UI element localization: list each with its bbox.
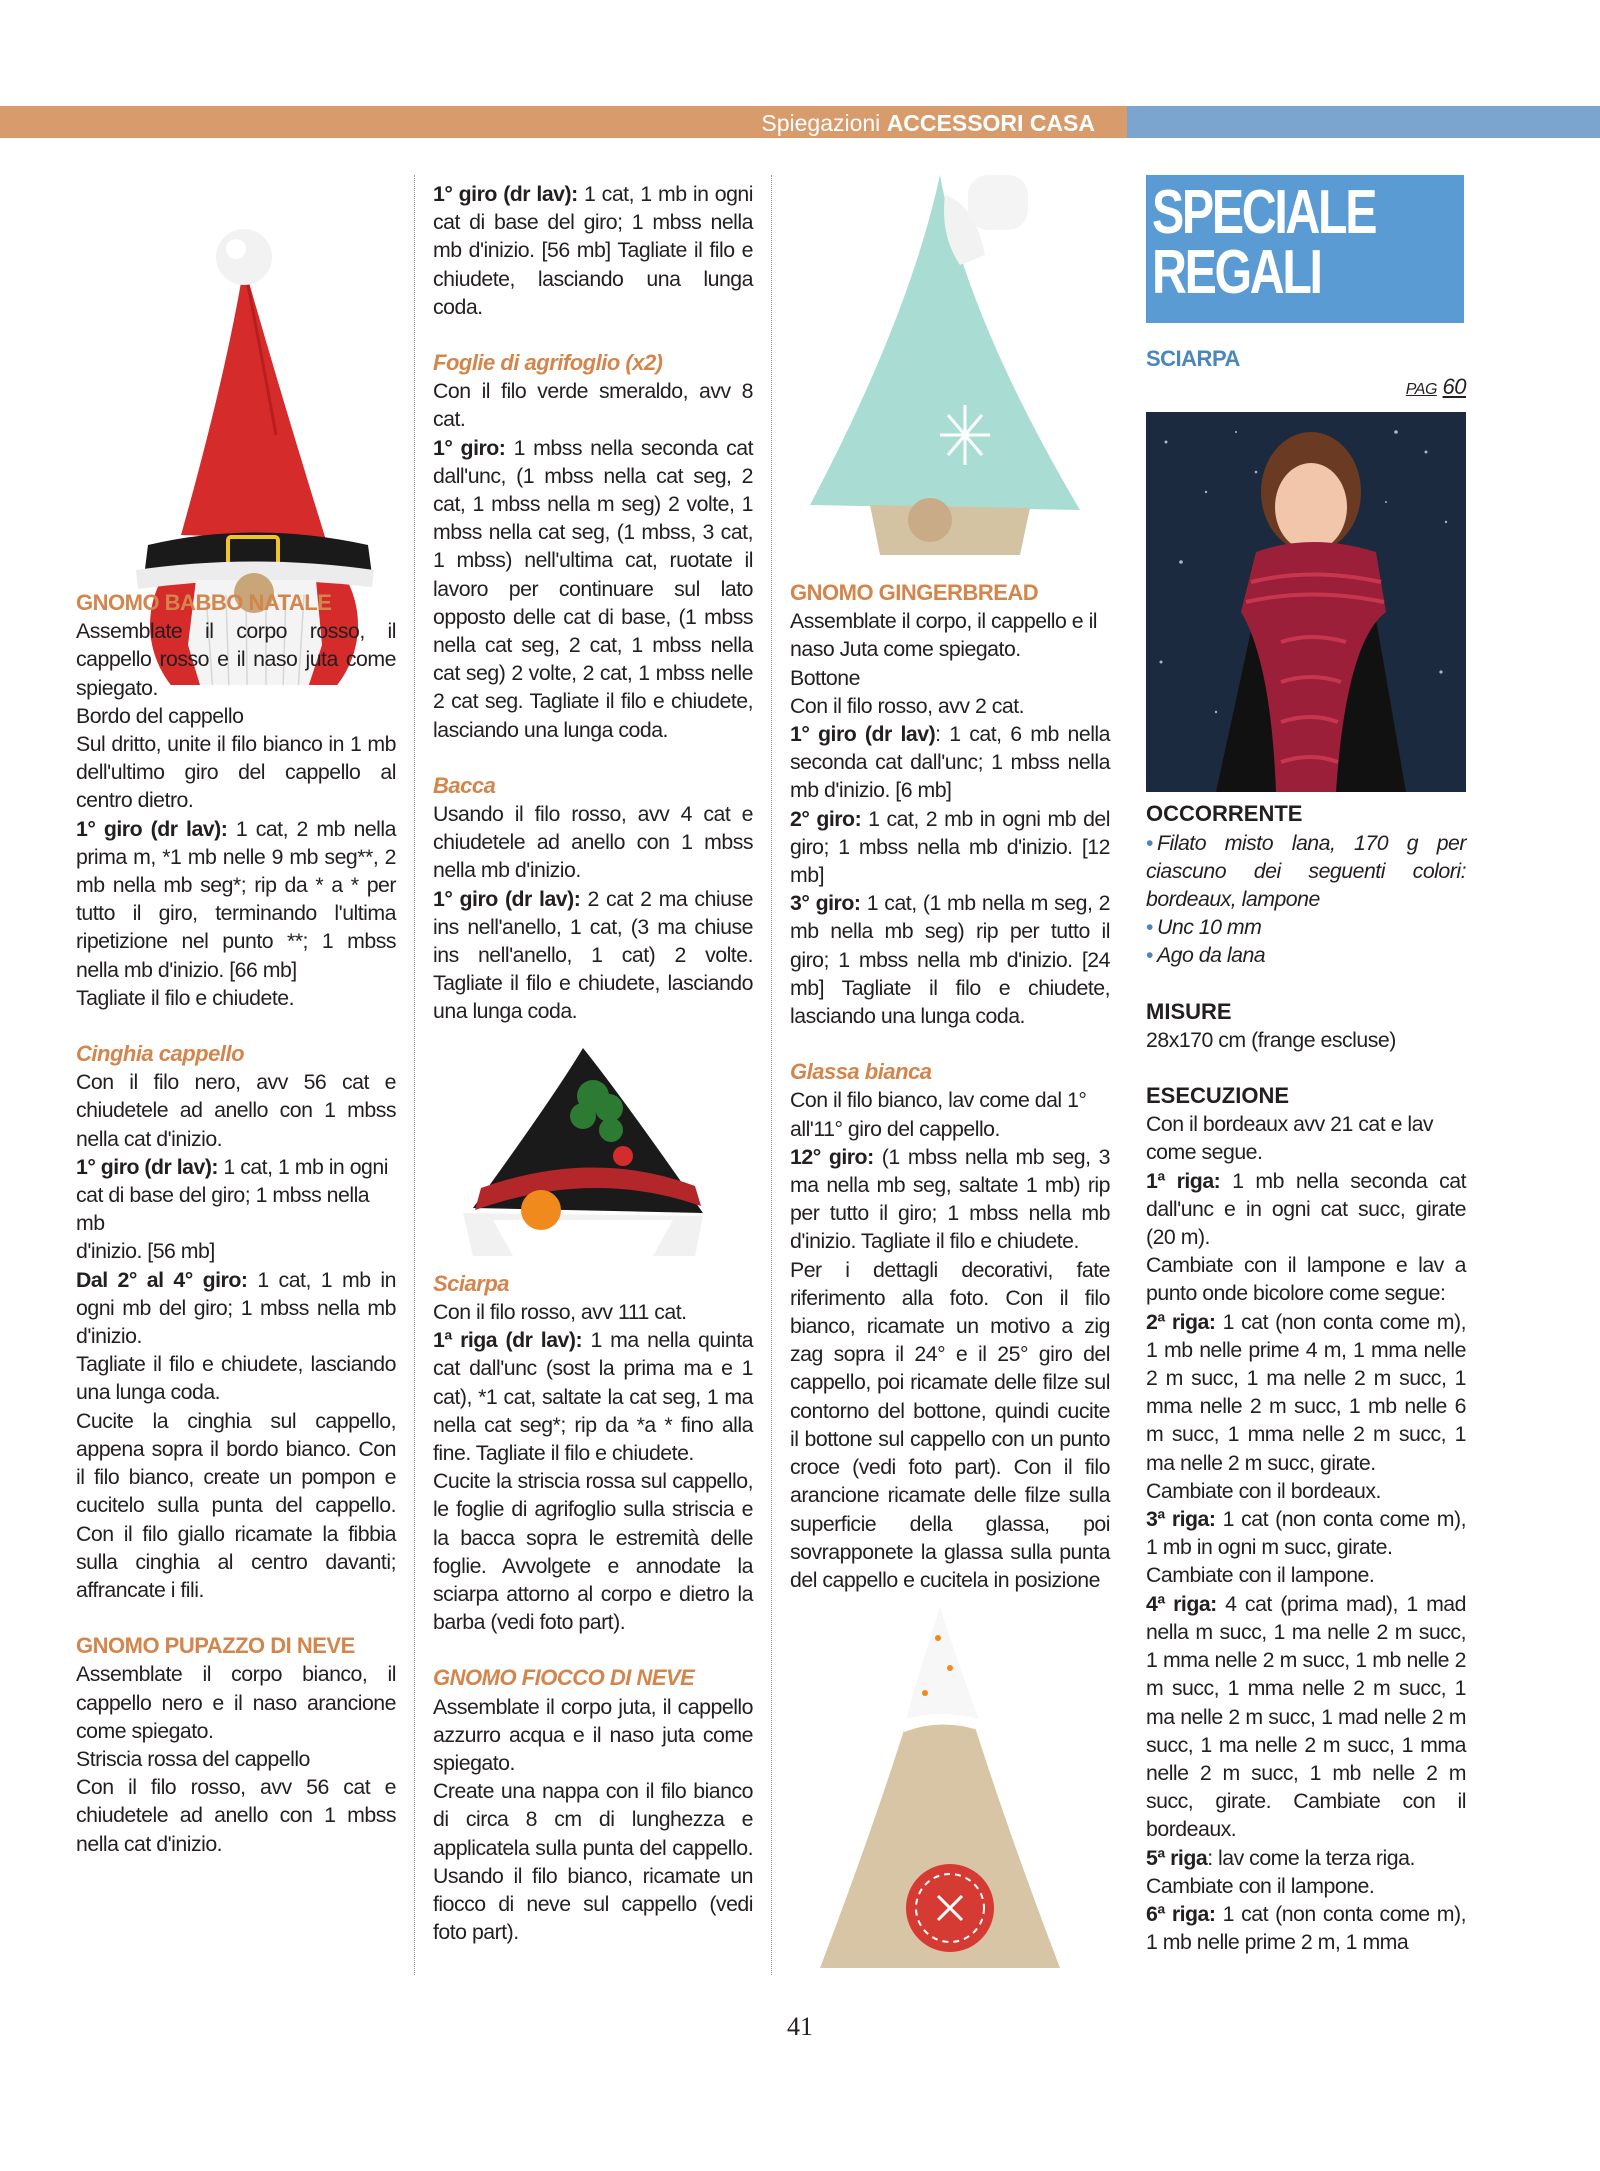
paragraph: 28x170 cm (frange escluse) (1146, 1027, 1396, 1052)
column-2 (433, 180, 753, 1946)
step-label: 1° giro (dr lav): (76, 1154, 219, 1179)
paragraph: Cambiate con il lampone. (1146, 1873, 1375, 1898)
paragraph (433, 1326, 753, 1467)
section-label (761, 111, 1095, 135)
step-text: 1 cat, 1 mb in ogni mb del giro; 1 mbss nella mb d'inizio. (76, 1267, 397, 1349)
paragraph: Assemblate il corpo bianco, il cappello nero e il naso arancione come spiegato. (76, 1662, 396, 1743)
heading-bacca: Bacca (433, 772, 496, 798)
paragraph (1146, 1844, 1466, 1872)
step-label: 12° giro: (790, 1144, 874, 1169)
paragraph: Bottone (790, 665, 860, 690)
heading-foglie-agrifoglio: Foglie di agrifoglio (x2) (433, 350, 663, 376)
material-item (1146, 941, 1466, 969)
paragraph (1146, 1590, 1466, 1844)
paragraph (1146, 1505, 1466, 1561)
paragraph: Tagliate il filo e chiudete. (76, 985, 295, 1010)
column-divider (414, 175, 415, 1975)
step-text: 1 cat (non conta come m), 1 mb nelle prime 2 m, 1 mma (1146, 1901, 1466, 1955)
paragraph (1146, 1308, 1466, 1477)
step-label: 5ª riga (1146, 1845, 1208, 1870)
material-item (1146, 913, 1466, 941)
step-text: 2 cat 2 ma chiuse ins nell'anello, 1 cat, (3 ma chiuse ins nell'anello, 1 cat) 2 volte. Tagliate il filo e chiudete, lasciando una lunga coda. (433, 886, 753, 1024)
material-text: Unc 10 mm (1156, 915, 1262, 940)
snowman-gnome-detail-photo (433, 1038, 723, 1256)
paragraph: Cucite la cinghia sul cappello, appena sopra il bordo bianco. Con il filo bianco, create un pompon e cucitelo sulla punta del cappello. Con il filo giallo ricamate la fibbia sulla cinghia al centro davanti; affrancate i fili. (76, 1408, 396, 1602)
paragraph (790, 720, 1110, 805)
step-text: 1 mbss nella seconda cat dall'unc, (1 mbss nella cat seg, 2 cat, 1 mbss nella m seg) 2 volte, 1 mbss nella cat seg, (1 mbss, 3 cat, 1 mbss) nell'ultima cat, ruotate il lavoro per continuare sul lato opposto delle cat di base, (1 mbss nella cat seg, 2 cat, 1 mbss nella cat seg) 2 volte, 2 cat, 1 mbss nelle 2 cat seg. Tagliate il filo e chiudete, lasciando una lunga coda. (433, 435, 753, 742)
paragraph: Con il filo rosso, avv 56 cat e chiudetele ad anello con 1 mbss nella cat d'inizio. (76, 1775, 396, 1856)
section-prefix: Spiegazioni (761, 110, 881, 136)
paragraph: Create una nappa con il filo bianco di circa 8 cm di lunghezza e applicatela sulla punta del cappello. Usando il filo bianco, ricamate un fiocco di neve sul cappello (vedi foto part). (433, 1779, 753, 1945)
paragraph: d'inizio. [56 mb] (76, 1239, 215, 1264)
step-label: Dal 2° al 4° giro: (76, 1267, 248, 1292)
page-reference (1146, 373, 1466, 404)
speciale-regali-box (1146, 175, 1464, 323)
paragraph (790, 1143, 1110, 1256)
snowflake-gnome-photo (790, 175, 1090, 555)
paragraph: Per i dettagli decorativi, fate riferimento alla foto. Con il filo bianco, ricamate un motivo a zig zag sopra il 24° e il 25° giro del cappello, poi ricamate delle filze sul contorno del bottone, quindi cucite il bottone sul cappello con un punto croce (vedi foto part). Con il filo arancione ricamate delle filze sulla superficie della glassa, poi sovrapponete la glassa sulla punta del cappello e cucitela in posizione (790, 1257, 1110, 1592)
paragraph: Assemblate il corpo rosso, il cappello rosso e il naso juta come spiegato. (76, 619, 396, 700)
paragraph: Assemblate il corpo juta, il cappello azzurro acqua e il naso juta come spiegato. (433, 1694, 753, 1775)
step-label: 2ª riga: (1146, 1309, 1216, 1334)
heading-misure: MISURE (1146, 998, 1232, 1024)
page-number: 41 (787, 2012, 813, 2041)
step-label: 1° giro (dr lav): (433, 886, 581, 911)
step-label: 1° giro: (433, 435, 506, 460)
paragraph: Sul dritto, unite il filo bianco in 1 mb dell'ultimo giro del cappello al centro dietro. (76, 732, 396, 813)
step-label: 1° giro (dr lav): (76, 816, 228, 841)
material-item (1146, 829, 1466, 914)
scarf-model-photo (1146, 412, 1466, 792)
step-text: 1 cat, 2 mb nella prima m, *1 mb nelle 9 mb seg**, 2 mb nella mb seg*; rip da * a * per tutto il giro, terminando l'ultima ripetizione nel punto **; 1 mbss nella mb d'inizio. [66 mb] (76, 816, 396, 982)
paragraph: Cambiate con il lampone e lav a punto onde bicolore come segue: (1146, 1253, 1466, 1306)
column-divider (771, 175, 772, 1975)
heading-gnomo-babbo-natale: GNOMO BABBO NATALE (76, 590, 332, 615)
step-label: 1ª riga (dr lav): (433, 1328, 583, 1353)
heading-esecuzione: ESECUZIONE (1146, 1083, 1290, 1109)
paragraph: Con il filo verde smeraldo, avv 8 cat. (433, 379, 753, 432)
paragraph: Assemblate il corpo, il cappello e il naso Juta come spiegato. (790, 609, 1098, 662)
column-3 (790, 175, 1110, 1968)
bullet-icon: • (1146, 943, 1153, 968)
paragraph (76, 1153, 396, 1238)
gingerbread-gnome-photo (790, 1608, 1090, 1968)
paragraph (1146, 1167, 1466, 1252)
step-text: : lav come la terza riga. (1207, 1845, 1415, 1870)
step-text: 1 cat, 1 mb in ogni cat di base del giro; 1 mbss nella mb (76, 1154, 388, 1236)
step-label: 1° giro (dr lav) (790, 722, 936, 747)
paragraph: Con il filo nero, avv 56 cat e chiudetele ad anello con 1 mbss nella cat d'inizio. (76, 1070, 396, 1151)
paragraph (76, 815, 396, 984)
paragraph: Con il bordeaux avv 21 cat e lav come segue. (1146, 1112, 1434, 1165)
paragraph: Con il filo rosso, avv 2 cat. (790, 693, 1025, 718)
step-label: 3ª riga: (1146, 1507, 1216, 1532)
step-text: 4 cat (prima mad), 1 mad nella m succ, 1 ma nelle 2 m succ, 1 mma nelle 2 m succ, 1 mb nelle 2 m succ, 1 mma nelle 2 m succ, 1 ma nelle 2 m succ, 1 mad nelle 2 m succ, 1 ma nelle 2 m succ, 1 mma nelle 2 m succ, 1 mb nelle 2 m succ, girate. Cambiate con il bordeaux. (1146, 1591, 1466, 1842)
pag-label: PAG (1405, 381, 1437, 399)
step-label: 3° giro: (790, 891, 861, 916)
step-label: 4ª riga: (1146, 1591, 1217, 1616)
paragraph (790, 805, 1110, 890)
column-4 (1146, 175, 1466, 1956)
step-text: 1 cat, 1 mb in ogni cat di base del giro; 1 mbss nella mb d'inizio. [56 mb] Tagliate il filo e chiudete, lasciando una lunga coda. (433, 182, 753, 319)
paragraph (433, 180, 753, 321)
step-text: 1 mb nella seconda cat dall'unc e in ogni cat succ, girate (20 m). (1146, 1168, 1466, 1250)
section-header-bar (0, 106, 1600, 138)
heading-gnomo-pupazzo-di-neve: GNOMO PUPAZZO DI NEVE (76, 1633, 355, 1659)
paragraph (76, 1266, 396, 1351)
paragraph: Cambiate con il lampone. (1146, 1563, 1375, 1588)
paragraph: Tagliate il filo e chiudete, lasciando una lunga coda. (76, 1352, 396, 1405)
heading-occorrente: OCCORRENTE (1146, 801, 1303, 827)
paragraph: Con il filo rosso, avv 111 cat. (433, 1299, 687, 1324)
section-title: ACCESSORI CASA (886, 110, 1095, 136)
paragraph: Striscia rossa del cappello (76, 1746, 310, 1771)
step-text: 1 cat, (1 mb nella m seg, 2 mb nella mb seg) rip per tutto il giro; 1 mbss nella mb d'inizio. [24 mb] Tagliate il filo e chiudete, lasciando una lunga coda. (790, 891, 1110, 1029)
step-label: 2° giro: (790, 806, 862, 831)
paragraph (790, 889, 1110, 1030)
heading-sciarpa: Sciarpa (433, 1270, 509, 1296)
heading-glassa-bianca: Glassa bianca (790, 1059, 932, 1085)
column-1 (76, 175, 396, 1858)
material-text: Filato misto lana, 170 g per ciascuno dei seguenti colori: bordeaux, lampone (1146, 830, 1466, 912)
paragraph (433, 885, 753, 1026)
material-text: Ago da lana (1156, 943, 1266, 968)
paragraph: Cambiate con il bordeaux. (1146, 1478, 1381, 1503)
step-text: (1 mbss nella mb seg, 3 ma nella mb seg, saltate 1 mb) rip per tutto il giro; 1 mbss nella mb d'inizio. Tagliate il filo e chiudete. (790, 1144, 1111, 1254)
heading-cinghia-cappello: Cinghia cappello (76, 1041, 245, 1067)
paragraph: Con il filo bianco, lav come dal 1° all'11° giro del cappello. (790, 1088, 1087, 1141)
heading-sciarpa: SCIARPA (1146, 346, 1240, 371)
speciale-line-1: SPECIALE (1152, 178, 1376, 247)
step-text: : 1 cat, 6 mb nella seconda cat dall'unc; 1 mbss nella mb d'inizio. [6 mb] (790, 722, 1111, 803)
header-blue-band (1127, 106, 1600, 138)
pag-number: 60 (1442, 374, 1466, 400)
paragraph: Usando il filo rosso, avv 4 cat e chiudetele ad anello con 1 mbss nella mb d'inizio. (433, 802, 753, 883)
step-label: 6ª riga: (1146, 1901, 1216, 1926)
heading-gnomo-fiocco-di-neve: GNOMO FIOCCO DI NEVE (433, 1665, 695, 1691)
heading-gnomo-gingerbread: GNOMO GINGERBREAD (790, 580, 1039, 605)
step-label: 1ª riga: (1146, 1168, 1221, 1193)
step-text: 1 cat (non conta come m), 1 mb in ogni m succ, girate. (1146, 1507, 1466, 1560)
step-text: 1 cat, 2 mb in ogni mb del giro; 1 mbss nella mb d'inizio. [12 mb] (790, 806, 1111, 888)
paragraph (1146, 1900, 1466, 1956)
step-label: 1° giro (dr lav): (433, 182, 578, 206)
paragraph: Cucite la striscia rossa sul cappello, le foglie di agrifoglio sulla striscia e la bacca sopra le estremità delle foglie. Avvolgete e annodate la sciarpa attorno al corpo e dietro la barba (vedi foto part). (433, 1469, 753, 1635)
paragraph (433, 434, 753, 744)
speciale-line-2: REGALI (1152, 238, 1321, 307)
paragraph: Bordo del cappello (76, 703, 244, 728)
bullet-icon: • (1146, 830, 1153, 855)
step-text: 1 cat (non conta come m), 1 mb nelle prime 4 m, 1 mma nelle 2 m succ, 1 ma nelle 2 m succ, 1 mma nelle 2 m succ, 1 mb nelle 6 m succ, 1 mma nelle 2 m succ, 1 ma nelle 2 m succ, girate. (1146, 1309, 1466, 1475)
step-text: 1 ma nella quinta cat dall'unc (sost la prima ma e 1 cat), *1 cat, saltate la cat seg, 1 ma nella cat seg*; rip da *a * fino alla fine. Tagliate il filo e chiudete. (433, 1328, 754, 1465)
bullet-icon: • (1146, 915, 1153, 940)
